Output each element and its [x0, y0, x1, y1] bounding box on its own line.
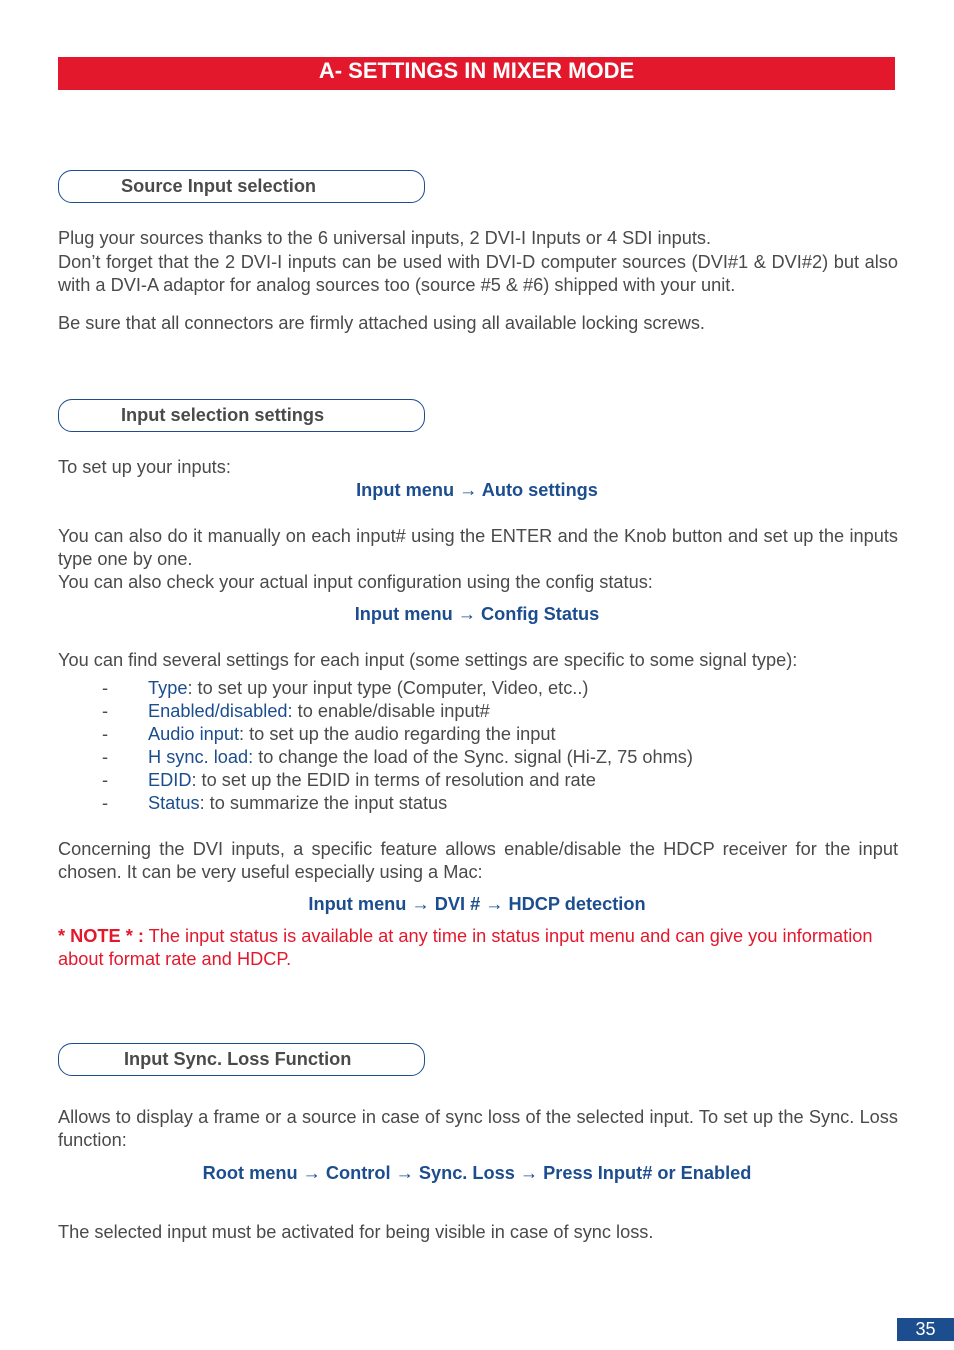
setting-description: to enable/disable input# — [292, 701, 490, 721]
section-header-source-input — [58, 170, 425, 203]
section-header-label: Input Sync. Loss Function — [124, 1049, 352, 1069]
setting-term: H sync. load: — [148, 747, 254, 767]
paragraph: The selected input must be activated for being visible in case of sync loss. — [58, 1222, 654, 1242]
bullet-dash: - — [102, 678, 109, 698]
setting-term: Enabled/disabled: — [148, 701, 293, 721]
section-header-label: Source Input selection — [121, 176, 317, 196]
paragraph: To set up your inputs: — [58, 457, 231, 477]
setting-description: : to summarize the input status — [199, 793, 448, 813]
note-text: The input status is available at any time in status input menu and can give you information about format rate and HDCP. — [58, 926, 873, 969]
paragraph: You can also do it manually on each input# using the ENTER and the Knob button and set up the inputs type one by one. — [58, 526, 898, 569]
section-header-sync-loss — [58, 1043, 425, 1076]
bullet-dash: - — [102, 701, 109, 721]
paragraph: Don’t forget that the 2 DVI-I inputs can be used with DVI-D computer sources (DVI#1 & DVI#2) but also with a DVI-A adaptor for analog sources too (source #5 & #6) shipped with your unit. — [58, 252, 898, 295]
note — [58, 925, 898, 971]
paragraph: Plug your sources thanks to the 6 universal inputs, 2 DVI-I Inputs or 4 SDI inputs. — [58, 228, 712, 248]
setting-term: Status — [148, 793, 200, 813]
setting-term: Type — [148, 678, 188, 698]
paragraph: Allows to display a frame or a source in case of sync loss of the selected input. To set up the Sync. Loss function: — [58, 1107, 898, 1150]
setting-description: : to set up the audio regarding the input — [239, 724, 556, 744]
bullet-dash: - — [102, 747, 109, 767]
paragraph: Be sure that all connectors are firmly attached using all available locking screws. — [58, 313, 705, 333]
page-number: 35 — [897, 1318, 954, 1341]
note-label: * NOTE * : — [58, 926, 144, 946]
paragraph: Concerning the DVI inputs, a specific feature allows enable/disable the HDCP receiver for the input chosen. It can be very useful especially using a Mac: — [58, 839, 898, 882]
paragraph: You can find several settings for each input (some settings are specific to some signal type): — [58, 650, 798, 670]
menu-path: Input menu → Auto settings — [356, 480, 598, 500]
bullet-dash: - — [102, 724, 109, 744]
menu-path: Root menu → Control → Sync. Loss → Press Input# or Enabled — [202, 1163, 752, 1183]
paragraph: You can also check your actual input configuration using the config status: — [58, 572, 653, 592]
section-header-label: Input selection settings — [121, 405, 325, 425]
setting-term: Audio input — [148, 724, 240, 744]
section-header-input-settings — [58, 399, 425, 432]
section-banner: A- SETTINGS IN MIXER MODE — [58, 57, 895, 90]
bullet-dash: - — [102, 770, 109, 790]
menu-path: Input menu → Config Status — [354, 604, 600, 624]
bullet-dash: - — [102, 793, 109, 813]
setting-description: : to set up your input type (Computer, Video, etc..) — [187, 678, 589, 698]
menu-path: Input menu → DVI # → HDCP detection — [308, 894, 646, 914]
setting-description: : to set up the EDID in terms of resolution and rate — [191, 770, 596, 790]
setting-term: EDID — [148, 770, 192, 790]
setting-description: to change the load of the Sync. signal (Hi-Z, 75 ohms) — [253, 747, 693, 767]
